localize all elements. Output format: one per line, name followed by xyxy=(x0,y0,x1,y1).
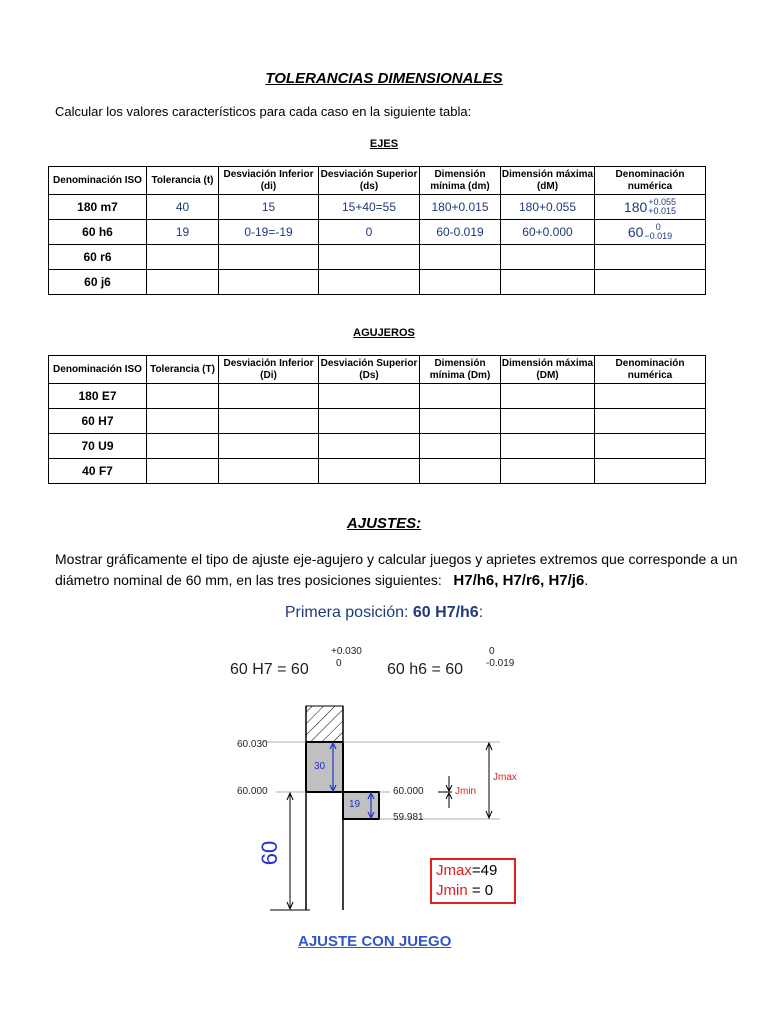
empty-cell xyxy=(420,459,501,484)
empty-cell xyxy=(219,459,319,484)
hole-formula: 60 H7 = 60 xyxy=(230,661,309,678)
header-cell: Dimensión mínima (dm) xyxy=(420,167,501,195)
result-box xyxy=(430,858,516,904)
empty-cell xyxy=(595,245,706,270)
empty-cell xyxy=(319,409,420,434)
empty-cell xyxy=(319,459,420,484)
empty-cell xyxy=(501,245,595,270)
denominacion-cell: 180 m7 xyxy=(49,195,147,220)
empty-cell xyxy=(501,270,595,295)
empty-cell xyxy=(420,409,501,434)
ajustes-fits: H7/h6, H7/r6, H7/j6 xyxy=(453,572,585,589)
empty-cell xyxy=(319,434,420,459)
empty-cell xyxy=(595,409,706,434)
numerica-lower: −0.019 xyxy=(644,231,673,241)
header-cell: Desviación Inferior (di) xyxy=(219,167,319,195)
ajustes-heading xyxy=(0,515,768,532)
tolerancia-cell: 19 xyxy=(147,220,219,245)
label-jmin: Jmin xyxy=(455,786,477,797)
hole-lower-dev: 0 xyxy=(336,658,342,669)
numerica-upper: +0.055 xyxy=(648,197,677,207)
numerica-base: 180 xyxy=(623,199,648,215)
label-59981: 59.981 xyxy=(393,812,424,823)
empty-cell xyxy=(595,459,706,484)
empty-cell xyxy=(595,384,706,409)
desv-inferior-cell: 0-19=-19 xyxy=(219,220,319,245)
empty-cell xyxy=(420,245,501,270)
label-60000-left: 60.000 xyxy=(237,786,268,797)
ejes-heading: EJES xyxy=(369,138,399,150)
agujeros-table xyxy=(48,355,706,484)
header-cell: Denominación ISO xyxy=(49,167,147,195)
numerica-lower: +0.015 xyxy=(648,206,677,216)
ajustes-fits-end: . xyxy=(584,572,589,588)
primera-posicion xyxy=(0,604,768,622)
desv-superior-cell: 0 xyxy=(319,220,420,245)
label-box-30: 30 xyxy=(314,761,326,772)
label-60000-right: 60.000 xyxy=(393,786,424,797)
empty-cell xyxy=(420,270,501,295)
header-cell: Tolerancia (t) xyxy=(147,167,219,195)
primera-label: Primera posición: xyxy=(284,604,409,621)
agujeros-header-row xyxy=(49,356,706,384)
jmin-result-label: Jmin xyxy=(436,882,468,899)
empty-cell xyxy=(147,434,219,459)
label-jmax: Jmax xyxy=(493,772,517,783)
jmax-result-label: Jmax xyxy=(436,862,472,879)
hole-upper-dev: +0.030 xyxy=(331,646,362,657)
empty-cell xyxy=(147,409,219,434)
ejes-header-row xyxy=(49,167,706,195)
empty-cell xyxy=(501,459,595,484)
header-cell: Dimensión mínima (Dm) xyxy=(420,356,501,384)
ajustes-text: Mostrar gráficamente el tipo de ajuste eje-agujero y calcular juegos y aprietes extremos que corresponde a un diámetro nominal de 60 mm, en las tres posiciones siguientes: xyxy=(55,551,738,588)
table-row xyxy=(49,220,706,245)
label-60030: 60.030 xyxy=(237,739,268,750)
table-row xyxy=(49,270,706,295)
empty-cell xyxy=(219,409,319,434)
denominacion-cell: 180 E7 xyxy=(49,384,147,409)
ajustes-paragraph xyxy=(55,549,755,591)
table-row xyxy=(49,195,706,220)
jmin-result xyxy=(436,882,493,899)
empty-cell xyxy=(319,270,420,295)
empty-cell xyxy=(595,270,706,295)
ejes-table xyxy=(48,166,706,295)
empty-cell xyxy=(420,434,501,459)
table-row xyxy=(49,409,706,434)
label-nominal: 60 xyxy=(257,840,283,866)
desv-inferior-cell: 15 xyxy=(219,195,319,220)
primera-fit: 60 H7/h6 xyxy=(412,604,479,621)
denominacion-cell: 60 j6 xyxy=(49,270,147,295)
jmax-result xyxy=(436,862,497,879)
page-title: TOLERANCIAS DIMENSIONALES xyxy=(265,70,503,87)
denominacion-cell: 60 r6 xyxy=(49,245,147,270)
header-cell: Denominación ISO xyxy=(49,356,147,384)
empty-cell xyxy=(501,434,595,459)
empty-cell xyxy=(219,434,319,459)
shaft-formula: 60 h6 = 60 xyxy=(387,661,464,678)
numerica-upper: 0 xyxy=(655,222,661,232)
denominacion-cell: 60 h6 xyxy=(49,220,147,245)
empty-cell xyxy=(219,270,319,295)
empty-cell xyxy=(147,270,219,295)
denominacion-cell: 60 H7 xyxy=(49,409,147,434)
jmin-result-value: = 0 xyxy=(467,882,494,899)
empty-cell xyxy=(147,245,219,270)
header-cell: Dimensión máxima (dM) xyxy=(501,167,595,195)
empty-cell xyxy=(319,245,420,270)
table-row xyxy=(49,384,706,409)
dim-maxima-cell: 60+0.000 xyxy=(501,220,595,245)
table-row xyxy=(49,434,706,459)
empty-cell xyxy=(501,384,595,409)
denominacion-cell: 70 U9 xyxy=(49,434,147,459)
empty-cell xyxy=(147,384,219,409)
shaft-lower-dev: -0.019 xyxy=(486,658,515,669)
header-cell: Dimensión máxima (DM) xyxy=(501,356,595,384)
ajustes-title: AJUSTES xyxy=(346,515,417,532)
jmax-result-value: =49 xyxy=(471,862,498,879)
agujeros-heading: AGUJEROS xyxy=(353,327,415,339)
fit-diagram xyxy=(0,690,768,920)
numerica-cell xyxy=(595,220,706,245)
empty-cell xyxy=(501,409,595,434)
numerica-base: 60 xyxy=(627,224,644,240)
intro-text: Calcular los valores característicos para cada caso en la siguiente tabla: xyxy=(55,104,472,119)
header-cell: Desviación Superior (Ds) xyxy=(319,356,420,384)
dim-maxima-cell: 180+0.055 xyxy=(501,195,595,220)
desv-superior-cell: 15+40=55 xyxy=(319,195,420,220)
empty-cell xyxy=(319,384,420,409)
hatch-block xyxy=(306,706,343,742)
header-cell: Denominación numérica xyxy=(595,356,706,384)
table-row xyxy=(49,459,706,484)
ajustes-title-suffix: : xyxy=(416,515,422,532)
empty-cell xyxy=(595,434,706,459)
ajuste-caption: AJUSTE CON JUEGO xyxy=(298,933,452,950)
dim-minima-cell: 180+0.015 xyxy=(420,195,501,220)
primera-end: : xyxy=(478,604,484,621)
tolerancia-cell: 40 xyxy=(147,195,219,220)
denominacion-cell: 40 F7 xyxy=(49,459,147,484)
dim-minima-cell: 60-0.019 xyxy=(420,220,501,245)
header-cell: Desviación Superior (ds) xyxy=(319,167,420,195)
label-box-19: 19 xyxy=(349,799,361,810)
header-cell: Denominación numérica xyxy=(595,167,706,195)
empty-cell xyxy=(147,459,219,484)
shaft-upper-dev: 0 xyxy=(489,646,495,657)
header-cell: Desviación Inferior (Di) xyxy=(219,356,319,384)
table-row xyxy=(49,245,706,270)
empty-cell xyxy=(219,384,319,409)
header-cell: Tolerancia (T) xyxy=(147,356,219,384)
empty-cell xyxy=(420,384,501,409)
empty-cell xyxy=(219,245,319,270)
numerica-cell xyxy=(595,195,706,220)
